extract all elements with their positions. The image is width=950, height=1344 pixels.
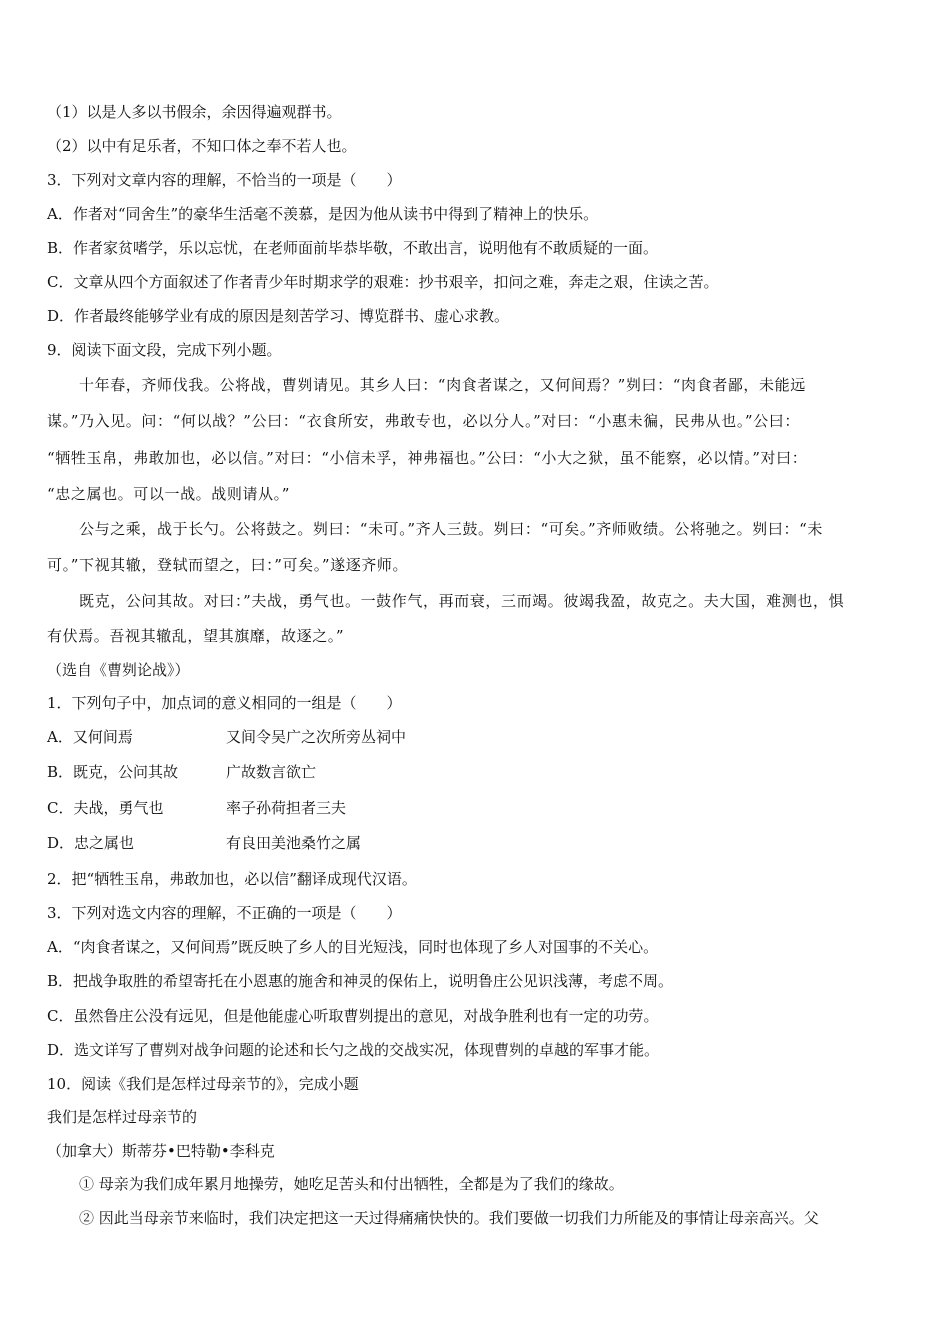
q10-author: （加拿大）斯蒂芬•巴特勒•李科克 [47, 1142, 275, 1160]
q10-title: 10．阅读《我们是怎样过母亲节的》，完成小题 [47, 1075, 359, 1093]
q9-1-option-c-left: C．夫战，勇气也 [47, 799, 164, 817]
q9-passage-line-3: “牺牲玉帛，弗敢加也，必以信。”对曰：“小信未孚，神弗福也。”公曰：“小大之狱，虽不能察，必以情。”对曰： [47, 449, 808, 467]
q9-3-option-d: D．选文详写了曹刿对战争问题的论述和长勺之战的交战实况，体现曹刿的卓越的军事才能。 [47, 1041, 660, 1059]
q10-article-title: 我们是怎样过母亲节的 [47, 1108, 198, 1126]
q9-passage-line-4: “忠之属也。可以一战。战则请从。” [47, 485, 291, 503]
q9-1-option-a-right: 又间令吴广之次所旁丛祠中 [226, 728, 407, 746]
q8-3-option-b: B．作者家贫嗜学，乐以忘忧，在老师面前毕恭毕敬，不敢出言，说明他有不敢质疑的一面。 [47, 239, 659, 257]
q9-passage-line-8: 有伏焉。吾视其辙乱，望其旗靡，故逐之。” [47, 627, 345, 645]
q10-para-1: ① 母亲为我们成年累月地操劳，她吃足苦头和付出牺牲，全都是为了我们的缘故。 [79, 1175, 624, 1193]
q8-translate-2: （2）以中有足乐者，不知口体之奉不若人也。 [47, 137, 357, 155]
q9-1-option-c-right: 率子孙荷担者三夫 [226, 799, 347, 817]
q8-3-option-a: A．作者对“同舍生”的豪华生活毫不羡慕，是因为他从读书中得到了精神上的快乐。 [47, 205, 599, 223]
q9-3-option-b: B．把战争取胜的希望寄托在小恩惠的施舍和神灵的保佑上，说明鲁庄公见识浅薄，考虑不周。 [47, 972, 674, 990]
q9-3-option-c: C．虽然鲁庄公没有远见，但是他能虚心听取曹刿提出的意见，对战争胜利也有一定的功劳。 [47, 1007, 659, 1025]
q9-3-option-a: A．“肉食者谋之，又何间焉”既反映了乡人的目光短浅，同时也体现了乡人对国事的不关心。 [47, 938, 659, 956]
q9-passage-line-6: 可。”下视其辙，登轼而望之，曰：”可矣。”遂逐齐师。 [47, 556, 409, 574]
q9-passage-line-5: 公与之乘，战于长勺。公将鼓之。刿曰：“未可。”齐人三鼓。刿曰：“可矣。”齐师败绩。公将驰之。刿曰：“未 [79, 520, 823, 538]
q9-1-option-a-left: A．又何间焉 [47, 728, 133, 746]
q8-translate-1: （1）以是人多以书假余，余因得遍观群书。 [47, 103, 342, 121]
q9-1-option-d-left: D．忠之属也 [47, 834, 135, 852]
q9-passage-line-7: 既克，公问其故。对曰：”夫战，勇气也。一鼓作气，再而衰，三而竭。彼竭我盈，故克之。夫大国，难测也，惧 [79, 592, 845, 610]
q8-3-stem: 3．下列对文章内容的理解，不恰当的一项是（ ） [47, 171, 402, 189]
q9-1-option-b-left: B．既克，公问其故 [47, 763, 179, 781]
q9-1-option-b-right: 广故数言欲亡 [226, 763, 317, 781]
q9-1-option-d-right: 有良田美池桑竹之属 [226, 834, 362, 852]
q10-para-2: ② 因此当母亲节来临时，我们决定把这一天过得痛痛快快的。我们要做一切我们力所能及的事情让母亲高兴。父 [79, 1209, 819, 1227]
q9-2-stem: 2．把“牺牲玉帛，弗敢加也，必以信”翻译成现代汉语。 [47, 870, 417, 888]
q8-3-option-d: D．作者最终能够学业有成的原因是刻苦学习、博览群书、虚心求教。 [47, 307, 510, 325]
q8-3-option-c: C．文章从四个方面叙述了作者青少年时期求学的艰难：抄书艰辛，扣问之难，奔走之艰，住读之苦。 [47, 273, 719, 291]
q9-1-stem: 1．下列句子中，加点词的意义相同的一组是（ ） [47, 694, 402, 712]
q9-title: 9．阅读下面文段，完成下列小题。 [47, 341, 282, 359]
q9-3-stem: 3．下列对选文内容的理解，不正确的一项是（ ） [47, 904, 402, 922]
q9-passage-line-1: 十年春，齐师伐我。公将战，曹刿请见。其乡人曰：“肉食者谋之，又何间焉？”刿曰：“肉食者鄙，未能远 [79, 376, 806, 394]
q9-passage-line-2: 谋。”乃入见。问：“何以战？”公曰：“衣食所安，弗敢专也，必以分人。”对曰：“小惠未徧，民弗从也。”公曰： [47, 412, 800, 430]
q9-source: （选自《曹刿论战》） [47, 661, 190, 679]
